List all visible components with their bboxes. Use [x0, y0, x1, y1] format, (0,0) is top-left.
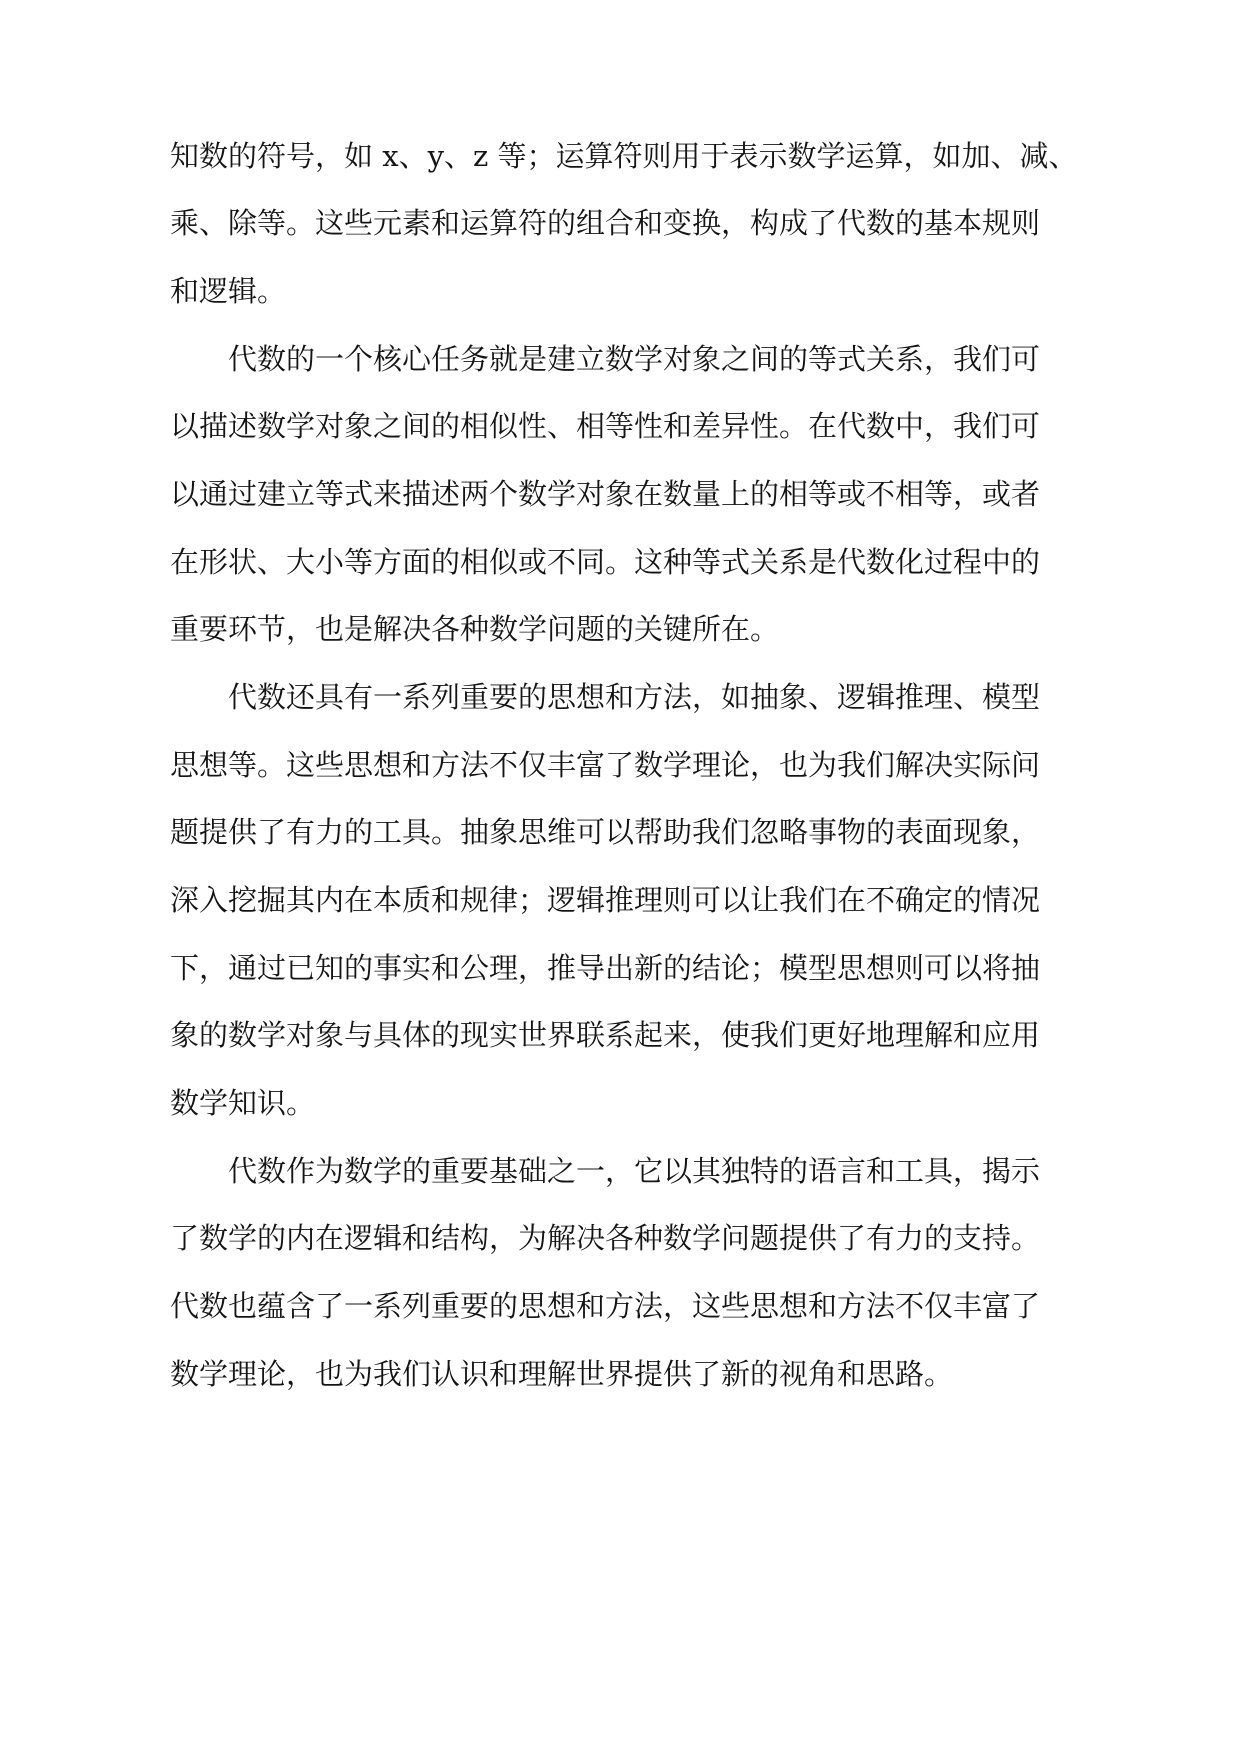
text-line-14 — [0, 1015, 1241, 1055]
text-line-13 — [0, 948, 1241, 988]
text-line-8-content: 重要环节，也是解决各种数学问题的关键所在。 — [170, 612, 780, 646]
text-line-11 — [0, 812, 1241, 852]
text-line-18-content: 代数也蕴含了一系列重要的思想和方法，这些思想和方法不仅丰富了 — [170, 1289, 1041, 1323]
text-line-16-content: 代数作为数学的重要基础之一，它以其独特的语言和工具，揭示 — [228, 1154, 1041, 1188]
text-line-19 — [0, 1354, 1241, 1394]
text-line-9-content: 代数还具有一系列重要的思想和方法，如抽象、逻辑推理、模型 — [228, 680, 1041, 714]
text-line-7 — [0, 542, 1241, 582]
text-line-8 — [0, 609, 1241, 649]
text-line-6 — [0, 474, 1241, 514]
text-line-10 — [0, 745, 1241, 785]
text-line-15 — [0, 1083, 1241, 1123]
text-line-17 — [0, 1218, 1241, 1258]
text-line-12 — [0, 880, 1241, 920]
text-line-13-content: 下，通过已知的事实和公理，推导出新的结论；模型思想则可以将抽 — [170, 951, 1041, 985]
text-line-2 — [0, 203, 1241, 243]
text-line-5 — [0, 406, 1241, 446]
text-line-4-content: 代数的一个核心任务就是建立数学对象之间的等式关系，我们可 — [228, 342, 1041, 376]
text-line-2-content: 乘、除等。这些元素和运算符的组合和变换，构成了代数的基本规则 — [170, 206, 1041, 240]
text-line-6-content: 以通过建立等式来描述两个数学对象在数量上的相等或不相等，或者 — [170, 477, 1041, 511]
text-line-14-content: 象的数学对象与具体的现实世界联系起来，使我们更好地理解和应用 — [170, 1018, 1041, 1052]
text-line-5-content: 以描述数学对象之间的相似性、相等性和差异性。在代数中，我们可 — [170, 409, 1041, 443]
text-line-17-content: 了数学的内在逻辑和结构，为解决各种数学问题提供了有力的支持。 — [170, 1221, 1041, 1255]
text-line-15-content: 数学知识。 — [170, 1086, 316, 1120]
text-line-11-content: 题提供了有力的工具。抽象思维可以帮助我们忽略事物的表面现象， — [170, 815, 1041, 849]
text-line-16 — [0, 1151, 1241, 1191]
text-line-3 — [0, 271, 1241, 311]
text-line-3-content: 和逻辑。 — [170, 274, 287, 308]
text-line-4 — [0, 339, 1241, 379]
text-line-10-content: 思想等。这些思想和方法不仅丰富了数学理论，也为我们解决实际问 — [170, 748, 1041, 782]
text-line-1-content: 知数的符号，如 x、y、z 等；运算符则用于表示数学运算，如加、减、 — [170, 139, 1078, 173]
text-line-19-content: 数学理论，也为我们认识和理解世界提供了新的视角和思路。 — [170, 1357, 954, 1391]
text-line-18 — [0, 1286, 1241, 1326]
text-line-1 — [0, 136, 1241, 176]
text-line-9 — [0, 677, 1241, 717]
text-line-12-content: 深入挖掘其内在本质和规律；逻辑推理则可以让我们在不确定的情况 — [170, 883, 1041, 917]
text-line-7-content: 在形状、大小等方面的相似或不同。这种等式关系是代数化过程中的 — [170, 545, 1041, 579]
